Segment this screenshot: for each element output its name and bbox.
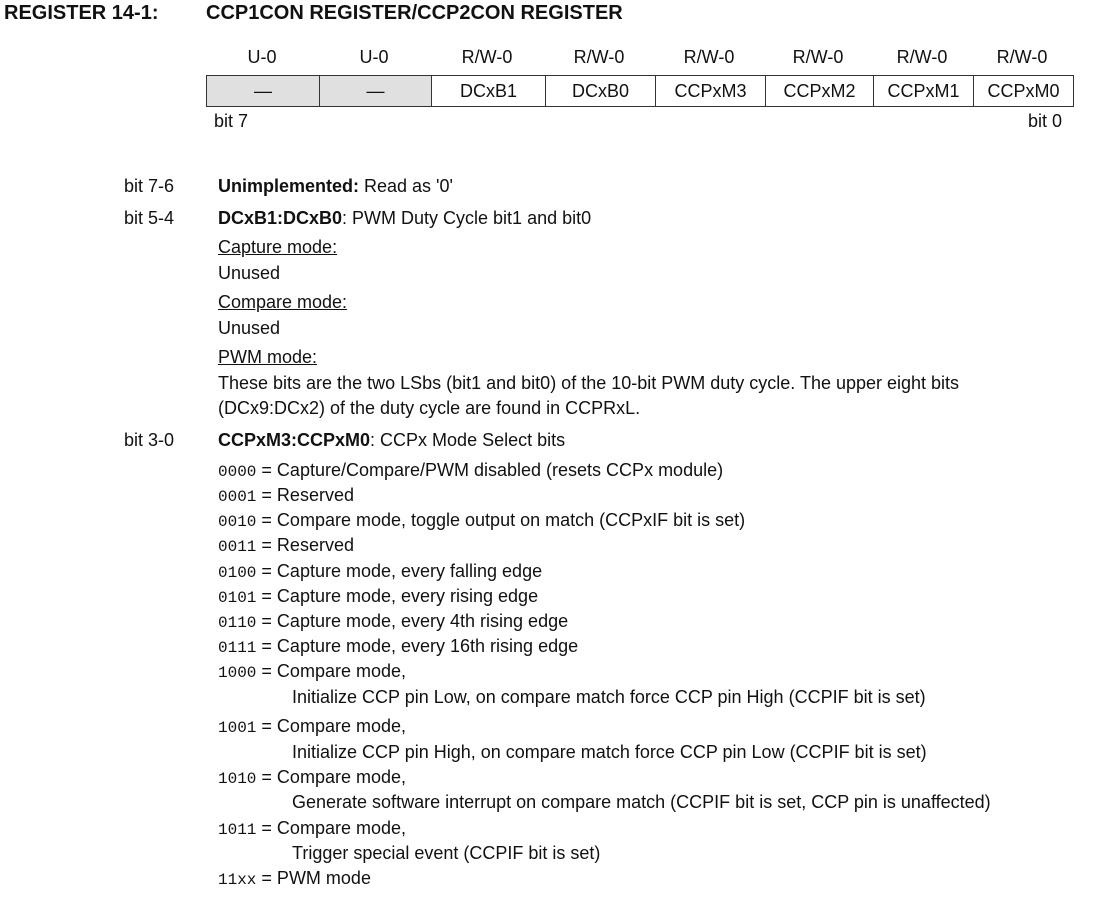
bit76-description (218, 176, 453, 197)
access-bit4: R/W-0 (573, 47, 625, 67)
bit30-text: : CCPx Mode Select bits (370, 430, 566, 450)
register-bit-table (206, 75, 1074, 107)
bit4-cell: DCxB0 (545, 76, 655, 106)
capture-mode-text: Unused (218, 263, 281, 283)
mode-1011: 1011 = Compare mode, (218, 818, 406, 839)
access-bit3: R/W-0 (683, 47, 735, 67)
bit54-label: bit 5-4 (124, 208, 175, 228)
compare-mode-text: Unused (218, 318, 281, 338)
mode-1010-detail: Generate software interrupt on compare match (CCPIF bit is set, CCP pin is unaffected) (292, 792, 991, 812)
access-bit5: R/W-0 (461, 47, 513, 67)
mode-0010: 0010 = Compare mode, toggle output on match (CCPxIF bit is set) (218, 510, 746, 531)
mode-0101: 0101 = Capture mode, every rising edge (218, 586, 539, 607)
bit54-name: DCxB1:DCxB0 (218, 208, 343, 228)
bit76-text: Read as '0' (359, 176, 453, 196)
bit76-label: bit 7-6 (124, 176, 175, 196)
bit3-cell: CCPxM3 (655, 76, 765, 106)
bit6-cell: — (319, 76, 431, 106)
bit2-cell: CCPxM2 (765, 76, 873, 106)
mode-0100: 0100 = Capture mode, every falling edge (218, 561, 543, 582)
mode-1001-detail: Initialize CCP pin High, on compare match force CCP pin Low (CCPIF bit is set) (292, 742, 927, 762)
mode-1000: 1000 = Compare mode, (218, 661, 406, 682)
bit54-text: : PWM Duty Cycle bit1 and bit0 (342, 208, 592, 228)
pwm-mode-line2: (DCx9:DCx2) of the duty cycle are found in CCPRxL. (218, 398, 641, 418)
register-heading (4, 2, 623, 25)
access-type-row (206, 47, 1074, 68)
compare-mode-title: Compare mode: (218, 292, 348, 312)
access-bit7: U-0 (247, 47, 277, 67)
bit7-cell: — (207, 76, 319, 106)
mode-0111: 0111 = Capture mode, every 16th rising edge (218, 636, 579, 657)
mode-0110: 0110 = Capture mode, every 4th rising edge (218, 611, 569, 632)
capture-mode-title: Capture mode: (218, 237, 338, 257)
bit30-name: CCPxM3:CCPxM0 (218, 430, 371, 450)
bit5-cell: DCxB1 (431, 76, 545, 106)
access-bit0: R/W-0 (996, 47, 1048, 67)
lsb-label: bit 0 (1028, 111, 1063, 131)
bit1-cell: CCPxM1 (873, 76, 973, 106)
register-title: CCP1CON REGISTER/CCP2CON REGISTER (206, 2, 623, 24)
bit0-cell: CCPxM0 (973, 76, 1073, 106)
msb-label: bit 7 (214, 111, 249, 131)
mode-1011-detail: Trigger special event (CCPIF bit is set) (292, 843, 601, 863)
bit30-label: bit 3-0 (124, 430, 175, 450)
access-bit1: R/W-0 (896, 47, 948, 67)
bit54-description (218, 208, 591, 229)
pwm-mode-line1: These bits are the two LSbs (bit1 and bit0) of the 10-bit PWM duty cycle. The upper eight bits (218, 373, 960, 393)
mode-1000-detail: Initialize CCP pin Low, on compare match force CCP pin High (CCPIF bit is set) (292, 687, 926, 707)
mode-0001: 0001 = Reserved (218, 485, 354, 506)
access-bit6: U-0 (359, 47, 389, 67)
bit30-description (218, 430, 565, 451)
mode-11xx: 11xx = PWM mode (218, 868, 371, 889)
register-number: REGISTER 14-1: (4, 2, 159, 24)
mode-1010: 1010 = Compare mode, (218, 767, 406, 788)
pwm-mode-title: PWM mode: (218, 347, 318, 367)
mode-1001: 1001 = Compare mode, (218, 716, 406, 737)
mode-0011: 0011 = Reserved (218, 535, 354, 556)
access-bit2: R/W-0 (792, 47, 844, 67)
mode-0000: 0000 = Capture/Compare/PWM disabled (resets CCPx module) (218, 460, 724, 481)
bit76-name: Unimplemented: (218, 176, 360, 196)
